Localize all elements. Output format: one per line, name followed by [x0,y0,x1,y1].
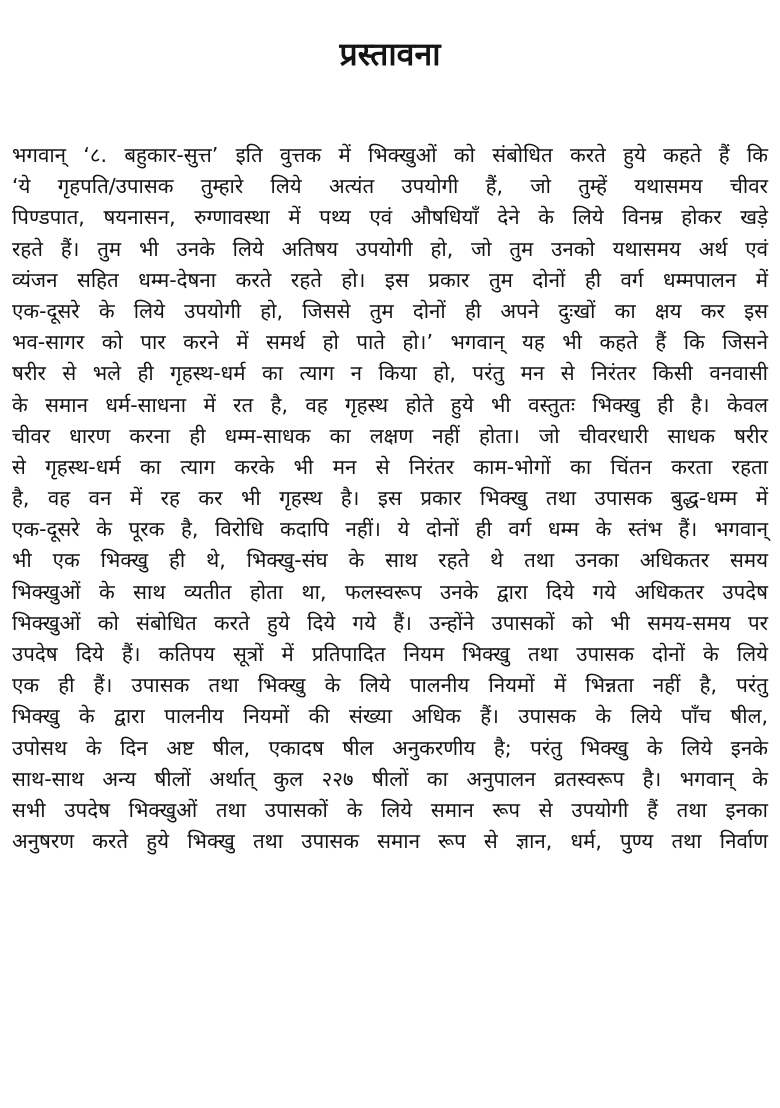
text-line: चीवर धारण करना ही धम्म-साधक का लक्षण नहीं होता। जो चीवरधारी साधक षरीर [12,423,768,448]
text-line: ‘ये गृहपति/उपासक तुम्हारे लिये अत्यंत उपयोगी हैं, जो तुम्हें यथासमय चीवर [12,174,768,199]
text-line: रहते हैं। तुम भी उनके लिये अतिषय उपयोगी हो, जो तुम उनको यथासमय अर्थ एवं [12,236,768,261]
text-line: के समान धर्म-साधना में रत है, वह गृहस्थ होते हुये भी वस्तुतः भिक्खु ही है। केवल [12,392,768,417]
text-line: अनुषरण करते हुये भिक्खु तथा उपासक समान रूप से ज्ञान, धर्म, पुण्य तथा निर्वाण [12,829,768,854]
text-line: सभी उपदेष भिक्खुओं तथा उपासकों के लिये समान रूप से उपयोगी हैं तथा इनका [12,797,768,822]
text-line: है, वह वन में रह कर भी गृहस्थ है। इस प्रकार भिक्खु तथा उपासक बुद्ध-धम्म में [12,486,769,511]
text-line: एक ही हैं। उपासक तथा भिक्खु के लिये पालनीय नियमों में भिन्नता नहीं है, परंतु [12,673,768,698]
body-paragraph [12,140,768,857]
text-line: भी एक भिक्खु ही थे, भिक्खु-संघ के साथ रहते थे तथा उनका अधिकतर समय [12,548,768,573]
text-line: एक-दूसरे के लिये उपयोगी हो, जिससे तुम दोनों ही अपने दुःखों का क्षय कर इस [12,298,768,323]
page-title: प्रस्तावना [339,35,441,73]
text-line: भव-सागर को पार करने में समर्थ हो पाते हो।’ भगवान्‌ यह भी कहते हैं कि जिसने [12,330,768,355]
text-line: षरीर से भले ही गृहस्थ-धर्म का त्याग न किया हो, परंतु मन से निरंतर किसी वनवासी [12,361,768,386]
text-line: भिक्खु के द्वारा पालनीय नियमों की संख्या अधिक हैं। उपासक के लिये पाँच षील, [12,704,768,729]
text-line: साथ-साथ अन्य षीलों अर्थात्‌ कुल २२७ षीलों का अनुपालन व्रतस्वरूप है। भगवान्‌ के [12,766,768,791]
text-line: उपदेष दिये हैं। कतिपय सूत्रों में प्रतिपादित नियम भिक्खु तथा उपासक दोनों के लिये [12,642,768,666]
text-line: उपोसथ के दिन अष्ट षील, एकादष षील अनुकरणीय है; परंतु भिक्खु के लिये इनके [12,735,768,760]
text-line: एक-दूसरे के पूरक है, विरोधि कदापि नहीं। ये दोनों ही वर्ग धम्म के स्तंभ हैं। भगवान्‌ [12,517,768,542]
text-line: व्यंजन सहित धम्म-देषना करते रहते हो। इस प्रकार तुम दोनों ही वर्ग धम्मपालन में [12,267,768,292]
text-line: भिक्खुओं को संबोधित करते हुये दिये गये हैं। उन्होंने उपासकों को भी समय-समय पर [12,610,768,635]
text-line: भिक्खुओं के साथ व्यतीत होता था, फलस्वरूप उनके द्वारा दिये गये अधिकतर उपदेष [12,579,768,604]
text-line: पिण्डपात, षयनासन, रुग्णावस्था में पथ्य एवं औषधियाँ देने के लिये विनम्र होकर खड़े [12,205,768,230]
text-line: भगवान्‌ ‘८. बहुकार-सुत्त’ इति वुत्तक में भिक्खुओं को संबोधित करते हुये कहते हैं कि [12,143,768,167]
text-line: से गृहस्थ-धर्म का त्याग करके भी मन से निरंतर काम-भोगों का चिंतन करता रहता [12,454,768,479]
